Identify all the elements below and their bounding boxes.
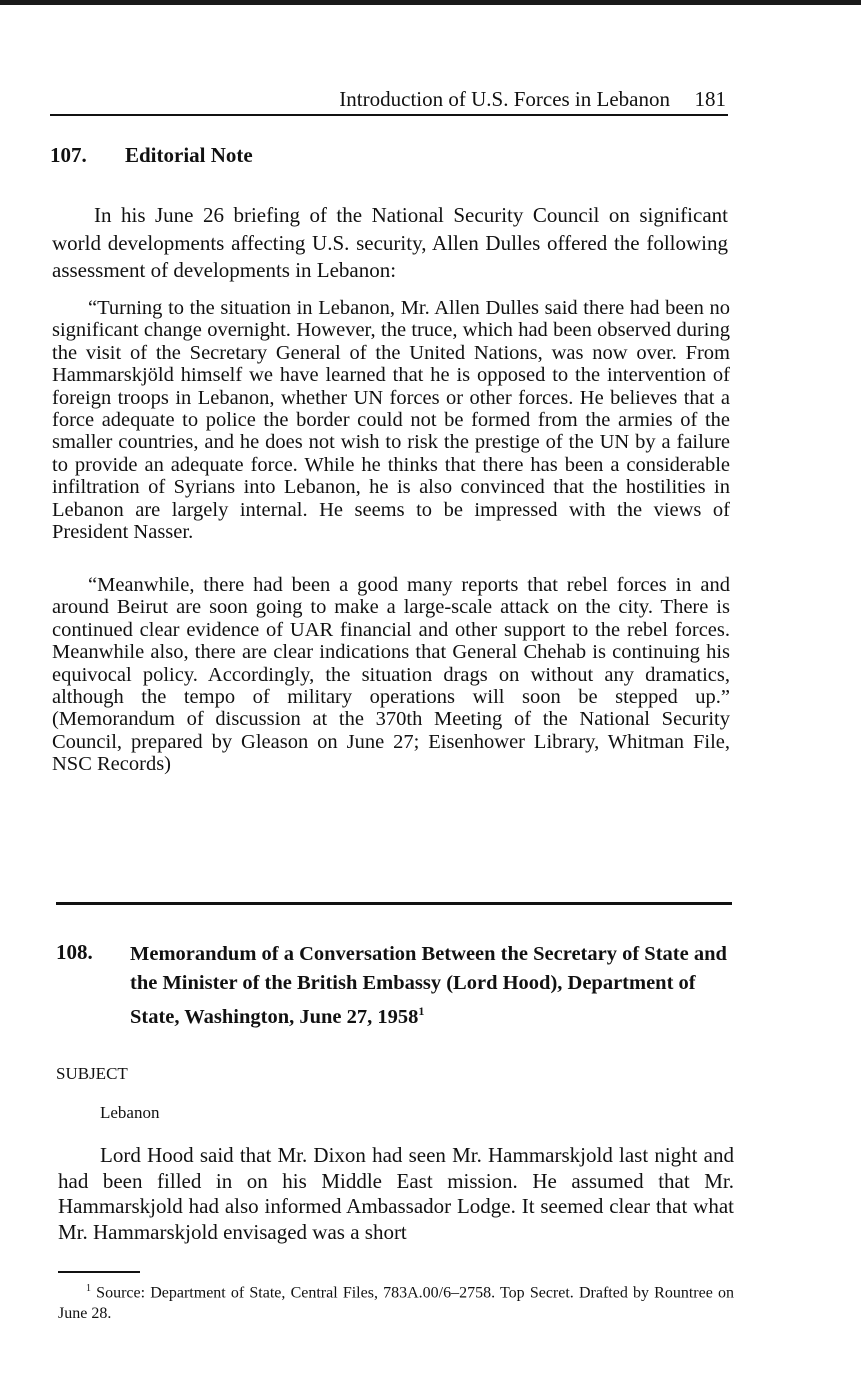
footnote-rule [58,1271,140,1273]
doc-107-heading [50,143,450,171]
doc-107-quote-paragraph-2: “Meanwhile, there had been a good many reports that rebel forces in and around Beirut are soon going to make a large-scale attack on the city. There is continued clear evidence of UAR financial and other support to the rebel forces. Meanwhile also, there are clear indications that General Chehab is continuing his equivocal policy. Accordingly, the situation drags on without any dramatics, although the tempo of military operations will soon be stepped up.” (Memorandum of discussion at the 370th Meeting of the National Security Council, prepared by Gleason on June 27; Eisenhower Library, Whitman File, NSC Records) [52,574,730,776]
page-top-border [0,0,861,5]
footnote [58,1278,734,1324]
doc-107-quote-paragraph-1: “Turning to the situation in Lebanon, Mr. Allen Dulles said there had been no significant change overnight. However, the truce, which had been observed during the visit of the Secretary General of the United Nations, was now over. From Hammarskjöld himself we have learned that he is opposed to the intervention of foreign troops in Lebanon, whether UN forces or other forces. He believes that a force adequate to police the border could not be formed from the armies of the smaller countries, and he does not wish to risk the prestige of the UN by a failure to provide an adequate force. While he thinks that there has been a considerable infiltration of Syrians into Lebanon, he is also convinced that the hostilities in Lebanon are largely internal. He seems to be impressed with the views of President Nasser. [52,297,730,544]
doc-107-title: Editorial Note [125,143,253,167]
footnote-marker: 1 [86,1283,91,1294]
doc-108-number: 108. [56,940,93,964]
doc-108-title-block [130,940,730,1031]
subject-label: SUBJECT [56,1064,128,1083]
doc-108-title: Memorandum of a Conversation Between the Secretary of State and the Minister of the British Embassy (Lord Hood), Department of State, Washington, June 27, 1958 [130,943,727,1028]
doc-107-intro-paragraph: In his June 26 briefing of the National Security Council on significant world developments affecting U.S. security, Allen Dulles offered the following assessment of developments in Lebanon: [52,203,728,282]
running-header [50,86,728,116]
doc-108-body-paragraph: Lord Hood said that Mr. Dixon had seen Mr. Hammarskjold last night and had been filled in on his Middle East mission. He assumed that Mr. Hammarskjold had also informed Ambassador Lodge. It seemed clear that what Mr. Hammarskjold envisaged was a short [58,1143,734,1244]
doc-108-footnote-marker: 1 [418,1004,425,1018]
doc-107-number: 107. [50,143,87,167]
subject-value: Lebanon [100,1103,160,1122]
page-number: 181 [694,87,726,111]
running-title: Introduction of U.S. Forces in Lebanon [339,87,670,111]
footnote-text: Source: Department of State, Central Files, 783A.00/6–2758. Top Secret. Drafted by Rountree on June 28. [58,1284,735,1323]
section-divider [56,902,732,905]
